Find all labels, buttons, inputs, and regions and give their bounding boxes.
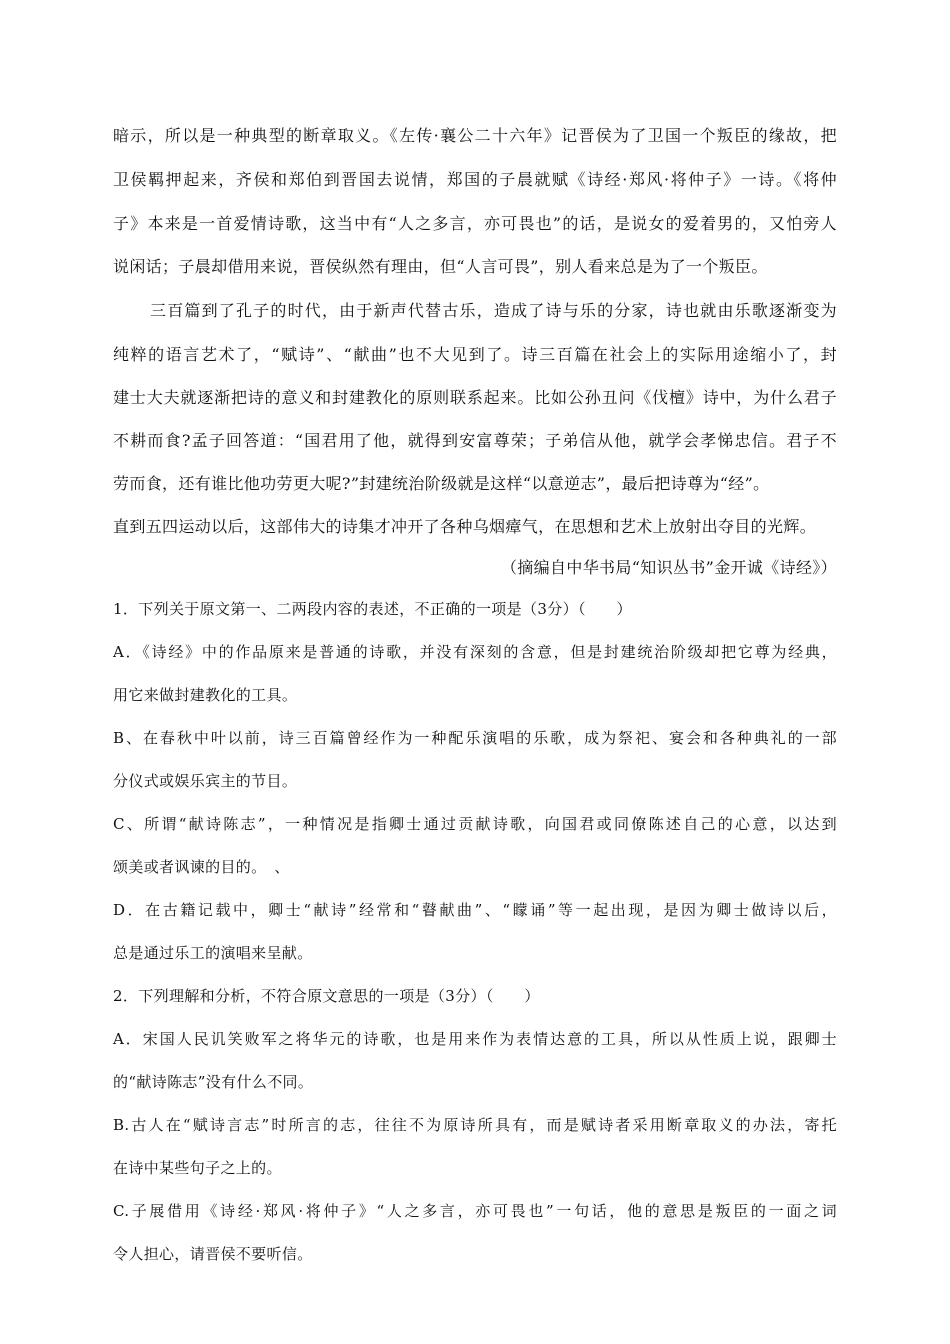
option-b-line1: B、在春秋中叶以前，诗三百篇曾经作为一种配乐演唱的乐歌，成为祭祀、宴会和各种典礼的一部 [113, 729, 837, 747]
passage-line: 暗示，所以是一种典型的断章取义。《左传·襄公二十六年》记晋侯为了卫国一个叛臣的缘故，把 [113, 126, 837, 145]
option-a-line1: A．宋国人民讥笑败军之将华元的诗歌，也是用来作为表情达意的工具，所以从性质上说，跟卿士 [113, 1030, 837, 1048]
passage-line: 三百篇到了孔子的时代，由于新声代替古乐，造成了诗与乐的分家，诗也就由乐歌逐渐变为 [150, 301, 837, 320]
passage-line: 子》本来是一首爱情诗歌，这当中有“人之多言，亦可畏也”的话，是说女的爱着男的，又怕旁人 [113, 214, 837, 233]
passage-line: 直到五四运动以后，这部伟大的诗集才冲开了各种乌烟瘴气，在思想和艺术上放射出夺目的光辉。 [113, 517, 817, 536]
passage-line: 建士大夫就逐渐把诗的意义和封建教化的原则联系起来。比如公孙丑问《伐檀》诗中，为什么君子 [113, 388, 837, 407]
option-c-line1: C.子展借用《诗经·郑风·将仲子》“人之多言，亦可畏也”一句话，他的意思是叛臣的一面之词 [113, 1202, 837, 1220]
passage-source: （摘编自中华书局“知识丛书”金开诚《诗经》） [500, 558, 837, 577]
option-b-line2: 分仪式或娱乐宾主的节目。 [113, 772, 298, 790]
passage-line: 说闲话；子晨却借用来说，晋侯纵然有理由，但“人言可畏”，别人看来总是为了一个叛臣。 [113, 257, 768, 276]
option-c-line2: 颂美或者讽谏的目的。 、 [113, 858, 290, 876]
passage-line: 不耕而食?孟子回答道：“国君用了他，就得到安富尊荣；子弟信从他，就学会孝悌忠信。君子不 [113, 431, 837, 450]
option-c-line2: 令人担心，请晋侯不要听信。 [113, 1245, 313, 1263]
option-a-line2: 的“献诗陈志”没有什么不同。 [113, 1073, 314, 1091]
option-a-line1: A．《诗经》中的作品原来是普通的诗歌，并没有深刻的含意，但是封建统治阶级却把它尊为经典， [113, 643, 837, 661]
passage-line: 卫侯羁押起来，齐侯和郑伯到晋国去说情，郑国的子晨就赋《诗经·郑风·将仲子》一诗。《将仲 [113, 170, 837, 189]
option-d-line1: D．在古籍记载中，卿士“献诗”经常和“瞽献曲”、“矇诵”等一起出现，是因为卿士做诗以后， [113, 901, 837, 919]
option-a-line2: 用它来做封建教化的工具。 [113, 686, 298, 704]
passage-line: 纯粹的语言艺术了，“赋诗”、“献曲”也不大见到了。诗三百篇在社会上的实际用途缩小了，封 [113, 345, 837, 364]
option-d-line2: 总是通过乐工的演唱来呈献。 [113, 944, 313, 962]
question-stem: 2．下列理解和分析，不符合原文意思的一项是（3分）（ ） [113, 987, 540, 1005]
option-b-line1: B.古人在“赋诗言志”时所言的志，往往不为原诗所具有，而是赋诗者采用断章取义的办法，寄托 [113, 1116, 837, 1134]
option-c-line1: C、所谓“献诗陈志”，一种情况是指卿士通过贡献诗歌，向国君或同僚陈述自己的心意，以达到 [113, 815, 837, 833]
question-stem: 1．下列关于原文第一、二两段内容的表述，不正确的一项是（3分）（ ） [113, 600, 632, 618]
option-b-line2: 在诗中某些句子之上的。 [113, 1159, 282, 1177]
passage-line: 劳而食，还有谁比他功劳更大呢?”封建统治阶级就是这样“以意逆志”，最后把诗尊为“经”。 [113, 474, 770, 493]
